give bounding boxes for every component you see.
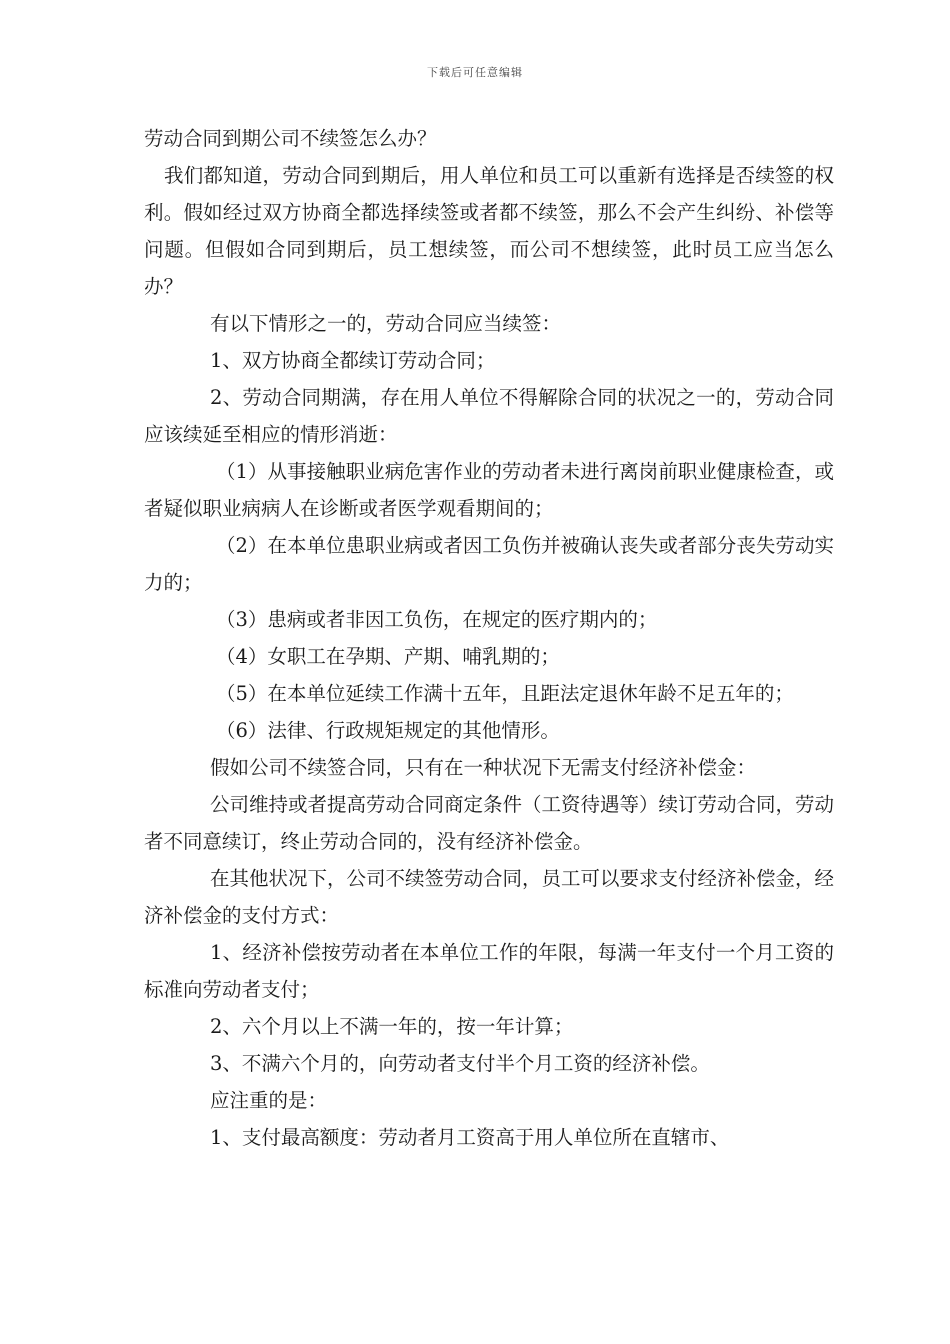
list-item: 1、双方协商全都续订劳动合同； xyxy=(210,349,496,372)
paragraph-no-compensation: 假如公司不续签合同，只有在一种状况下无需支付经济补偿金： xyxy=(210,756,757,779)
list-item: 3、不满六个月的，向劳动者支付半个月工资的经济补偿。 xyxy=(210,1052,710,1075)
list-item: 1、支付最高额度：劳动者月工资高于用人单位所在直辖市、 xyxy=(210,1126,730,1149)
document-title: 劳动合同到期公司不续签怎么办？ xyxy=(144,127,437,150)
list-item: 1、经济补偿按劳动者在本单位工作的年限，每满一年支付一个月工资的标准向劳动者支付； xyxy=(144,941,834,1001)
paragraph-exception: 公司维持或者提高劳动合同商定条件（工资待遇等）续订劳动合同，劳动者不同意续订，终止劳动合同的，没有经济补偿金。 xyxy=(144,793,835,853)
paragraph-note-heading: 应注重的是： xyxy=(210,1089,328,1112)
sub-list-item: （1）从事接触职业病危害作业的劳动者未进行离岗前职业健康检查，或者疑似职业病病人在诊断或者医学观看期间的； xyxy=(144,460,834,520)
sub-list-item: （4）女职工在孕期、产期、哺乳期的； xyxy=(216,645,560,668)
paragraph-compensation-method: 在其他状况下，公司不续签劳动合同，员工可以要求支付经济补偿金，经济补偿金的支付方式： xyxy=(144,867,835,927)
sub-list-item: （6）法律、行政规矩规定的其他情形。 xyxy=(216,719,560,742)
list-item: 2、劳动合同期满，存在用人单位不得解除合同的状况之一的，劳动合同应该续延至相应的情形消逝： xyxy=(144,386,834,446)
header-note: 下载后可任意编辑 xyxy=(427,66,523,79)
paragraph-intro: 我们都知道，劳动合同到期后，用人单位和员工可以重新有选择是否续签的权利。假如经过双方协商全都选择续签或者都不续签，那么不会产生纠纷、补偿等问题。但假如合同到期后，员工想续签，而公司不想续签，此时员工应当怎么办？ xyxy=(144,164,834,298)
paragraph-renewal-conditions: 有以下情形之一的，劳动合同应当续签： xyxy=(210,312,562,335)
sub-list-item: （5）在本单位延续工作满十五年，且距法定退休年龄不足五年的； xyxy=(216,682,794,705)
document-body xyxy=(144,120,834,1156)
list-item: 2、六个月以上不满一年的，按一年计算； xyxy=(210,1015,574,1038)
sub-list-item: （3）患病或者非因工负伤，在规定的医疗期内的； xyxy=(216,608,658,631)
sub-list-item: （2）在本单位患职业病或者因工负伤并被确认丧失或者部分丧失劳动实力的； xyxy=(144,534,834,594)
